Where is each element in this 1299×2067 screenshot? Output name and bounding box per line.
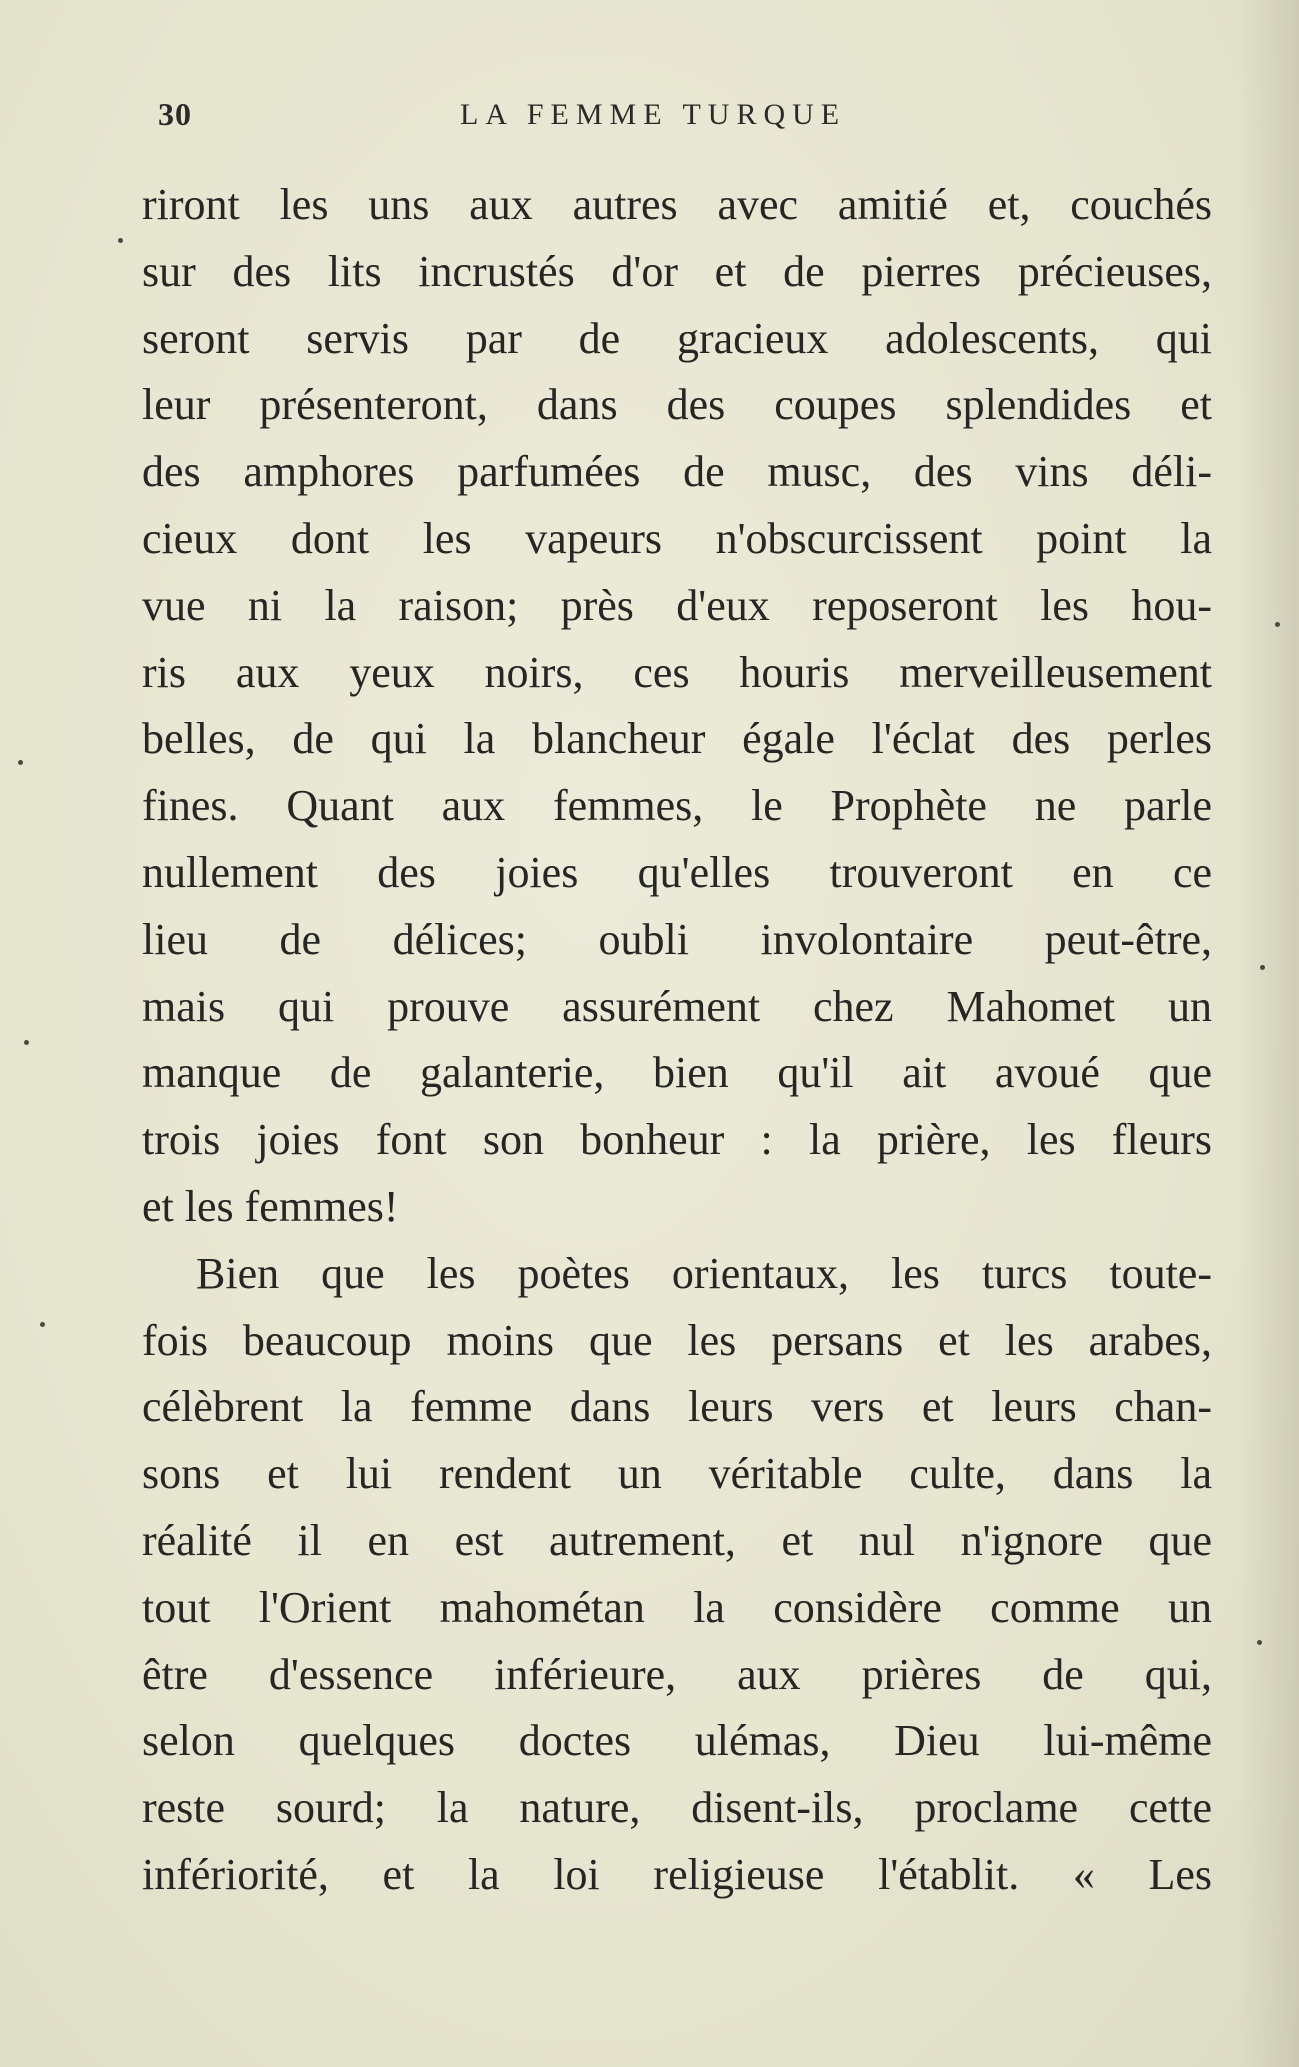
text-line: selon quelques doctes ulémas, Dieu lui-même — [142, 1716, 1212, 1766]
ink-speck — [40, 1322, 45, 1327]
ink-speck — [118, 238, 123, 243]
text-line: infériorité, et la loi religieuse l'établit. « Les — [142, 1849, 1212, 1899]
text-line: ris aux yeux noirs, ces houris merveilleusement — [142, 647, 1212, 697]
ink-speck — [1257, 1640, 1262, 1645]
text-line: réalité il en est autrement, et nul n'ignore que — [142, 1515, 1212, 1565]
text-line: et les femmes! — [142, 1181, 399, 1231]
text-line: seront servis par de gracieux adolescents, qui — [142, 313, 1212, 363]
ink-speck — [18, 760, 23, 765]
text-line: manque de galanterie, bien qu'il ait avoué que — [142, 1048, 1212, 1098]
text-line: riront les uns aux autres avec amitié et, couchés — [142, 180, 1212, 229]
text-line: fois beaucoup moins que les persans et les arabes, — [142, 1315, 1212, 1365]
body-text — [142, 172, 1212, 1909]
text-line: lieu de délices; oubli involontaire peut-être, — [142, 914, 1212, 964]
text-line: belles, de qui la blancheur égale l'éclat des perles — [142, 714, 1212, 764]
page-number: 30 — [158, 96, 192, 132]
text-line: leur présenteront, dans des coupes splendides et — [142, 380, 1212, 430]
text-line: vue ni la raison; près d'eux reposeront les hou- — [142, 580, 1212, 630]
text-line: célèbrent la femme dans leurs vers et leurs chan- — [142, 1382, 1212, 1432]
paragraph — [142, 1241, 1212, 1909]
text-line: des amphores parfumées de musc, des vins déli- — [142, 447, 1212, 497]
text-line: Bien que les poètes orientaux, les turcs toute- — [196, 1248, 1212, 1298]
text-line: être d'essence inférieure, aux prières de qui, — [142, 1649, 1212, 1699]
page-edge-shadow — [1239, 0, 1299, 2067]
text-line: fines. Quant aux femmes, le Prophète ne parle — [142, 781, 1212, 831]
text-line: cieux dont les vapeurs n'obscurcissent point la — [142, 513, 1212, 563]
text-line: tout l'Orient mahométan la considère comme un — [142, 1582, 1212, 1632]
running-head: LA FEMME TURQUE — [460, 98, 847, 131]
text-line: sur des lits incrustés d'or et de pierres précieuses, — [142, 246, 1212, 296]
ink-speck — [1275, 622, 1280, 627]
text-line: nullement des joies qu'elles trouveront en ce — [142, 847, 1212, 897]
text-line: sons et lui rendent un véritable culte, dans la — [142, 1449, 1212, 1499]
ink-speck — [24, 1040, 29, 1045]
text-line: trois joies font son bonheur : la prière, les fleurs — [142, 1115, 1212, 1165]
text-line: mais qui prouve assurément chez Mahomet un — [142, 981, 1212, 1031]
page-header — [150, 96, 1210, 146]
ink-speck — [1260, 965, 1265, 970]
paragraph — [142, 172, 1212, 1241]
text-line: reste sourd; la nature, disent-ils, proclame cette — [142, 1783, 1212, 1833]
